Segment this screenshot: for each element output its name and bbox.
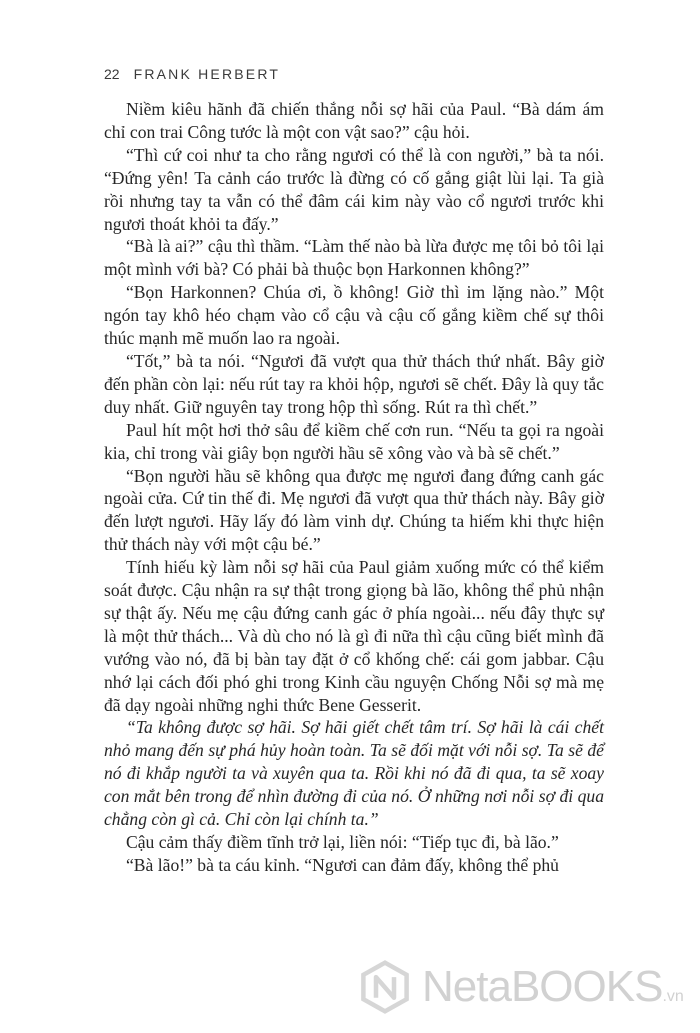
paragraph: “Bọn Harkonnen? Chúa ơi, ồ không! Giờ thì im lặng nào.” Một ngón tay khô héo chạm vào cổ cậu và cậu cố gắng kiềm chế sự thôi thúc mạnh mẽ muốn lao ra ngoài. <box>104 282 604 349</box>
author-name: FRANK HERBERT <box>133 66 281 82</box>
netabooks-watermark <box>358 957 684 1017</box>
paragraph: “Bọn người hầu sẽ không qua được mẹ ngươi đang đứng canh gác ngoài cửa. Cứ tin thế đi. Mẹ ngươi đã vượt qua thử thách này. Bây giờ đến lượt ngươi. Hãy lấy đó làm vinh dự. Chúng ta hiếm khi thực hiện thử thách này với một cậu bé.” <box>104 465 604 555</box>
paragraph: Niềm kiêu hãnh đã chiến thắng nỗi sợ hãi của Paul. “Bà dám ám chỉ con trai Công tước là một con vật sao?” cậu hỏi. <box>104 99 604 142</box>
paragraph: Tính hiếu kỳ làm nỗi sợ hãi của Paul giảm xuống mức có thể kiểm soát được. Cậu nhận ra sự thật trong giọng bà lão, không thể phủ nhận sự thật ấy. Nếu mẹ cậu đứng canh gác ở phía ngoài... nếu đây thực sự là một thử thách... Và dù cho nó là gì đi nữa thì cậu cũng biết mình đã vướng vào nó, đã bị bàn tay đặt ở cổ khống chế: cái gom jabbar. Cậu nhớ lại cách đối phó ghi trong Kinh cầu nguyện Chống Nỗi sợ mà mẹ đã dạy ngoài những nghi thức Bene Gesserit. <box>104 557 604 715</box>
paragraph: “Bà là ai?” cậu thì thầm. “Làm thế nào bà lừa được mẹ tôi bỏ tôi lại một mình với bà? Có phải bà thuộc bọn Harkonnen không?” <box>104 236 604 280</box>
paragraph: Cậu cảm thấy điềm tĩnh trở lại, liền nói: “Tiếp tục đi, bà lão.” <box>126 832 559 852</box>
paragraph: “Tốt,” bà ta nói. “Ngươi đã vượt qua thử thách thứ nhất. Bây giờ đến phần còn lại: nếu rút tay ra khỏi hộp, ngươi sẽ chết. Đây là quy tắc duy nhất. Giữ nguyên tay trong hộp thì sống. Rút ra thì chết.” <box>104 350 604 417</box>
netabooks-logo-icon <box>358 960 412 1014</box>
litany-against-fear-paragraph: “Ta không được sợ hãi. Sợ hãi giết chết tâm trí. Sợ hãi là cái chết nhỏ mang đến sự phá hủy hoàn toàn. Ta sẽ đối mặt với nỗi sợ. Ta sẽ để nó đi khắp người ta và xuyên qua ta. Rồi khi nó đã đi qua, ta sẽ xoay con mắt bên trong để nhìn đường đi của nó. Ở những nơi nỗi sợ đi qua chẳng còn gì cả. Chỉ còn lại chính ta.” <box>104 717 604 830</box>
paragraph: Paul hít một hơi thở sâu để kiềm chế cơn run. “Nếu ta gọi ra ngoài kia, chỉ trong vài giây bọn người hầu sẽ xông vào và bà sẽ chết.” <box>104 419 604 463</box>
running-header <box>104 66 280 82</box>
paragraph: “Thì cứ coi như ta cho rằng ngươi có thể là con người,” bà ta nói. “Đứng yên! Ta cảnh cáo trước là đừng có cố gắng giật lùi lại. Ta già rồi nhưng tay ta vẫn có thể đâm cái kim này vào cổ ngươi trước khi ngươi thoát khỏi ta đấy.” <box>104 144 604 234</box>
page-number: 22 <box>104 66 120 82</box>
watermark-text <box>422 962 684 1011</box>
watermark-brand: NetaBOOKS <box>422 962 663 1011</box>
watermark-domain-suffix: .vn <box>662 988 684 1005</box>
paragraph: “Bà lão!” bà ta cáu kỉnh. “Ngươi can đảm đấy, không thể phủ <box>126 854 559 875</box>
body-text <box>104 98 604 877</box>
